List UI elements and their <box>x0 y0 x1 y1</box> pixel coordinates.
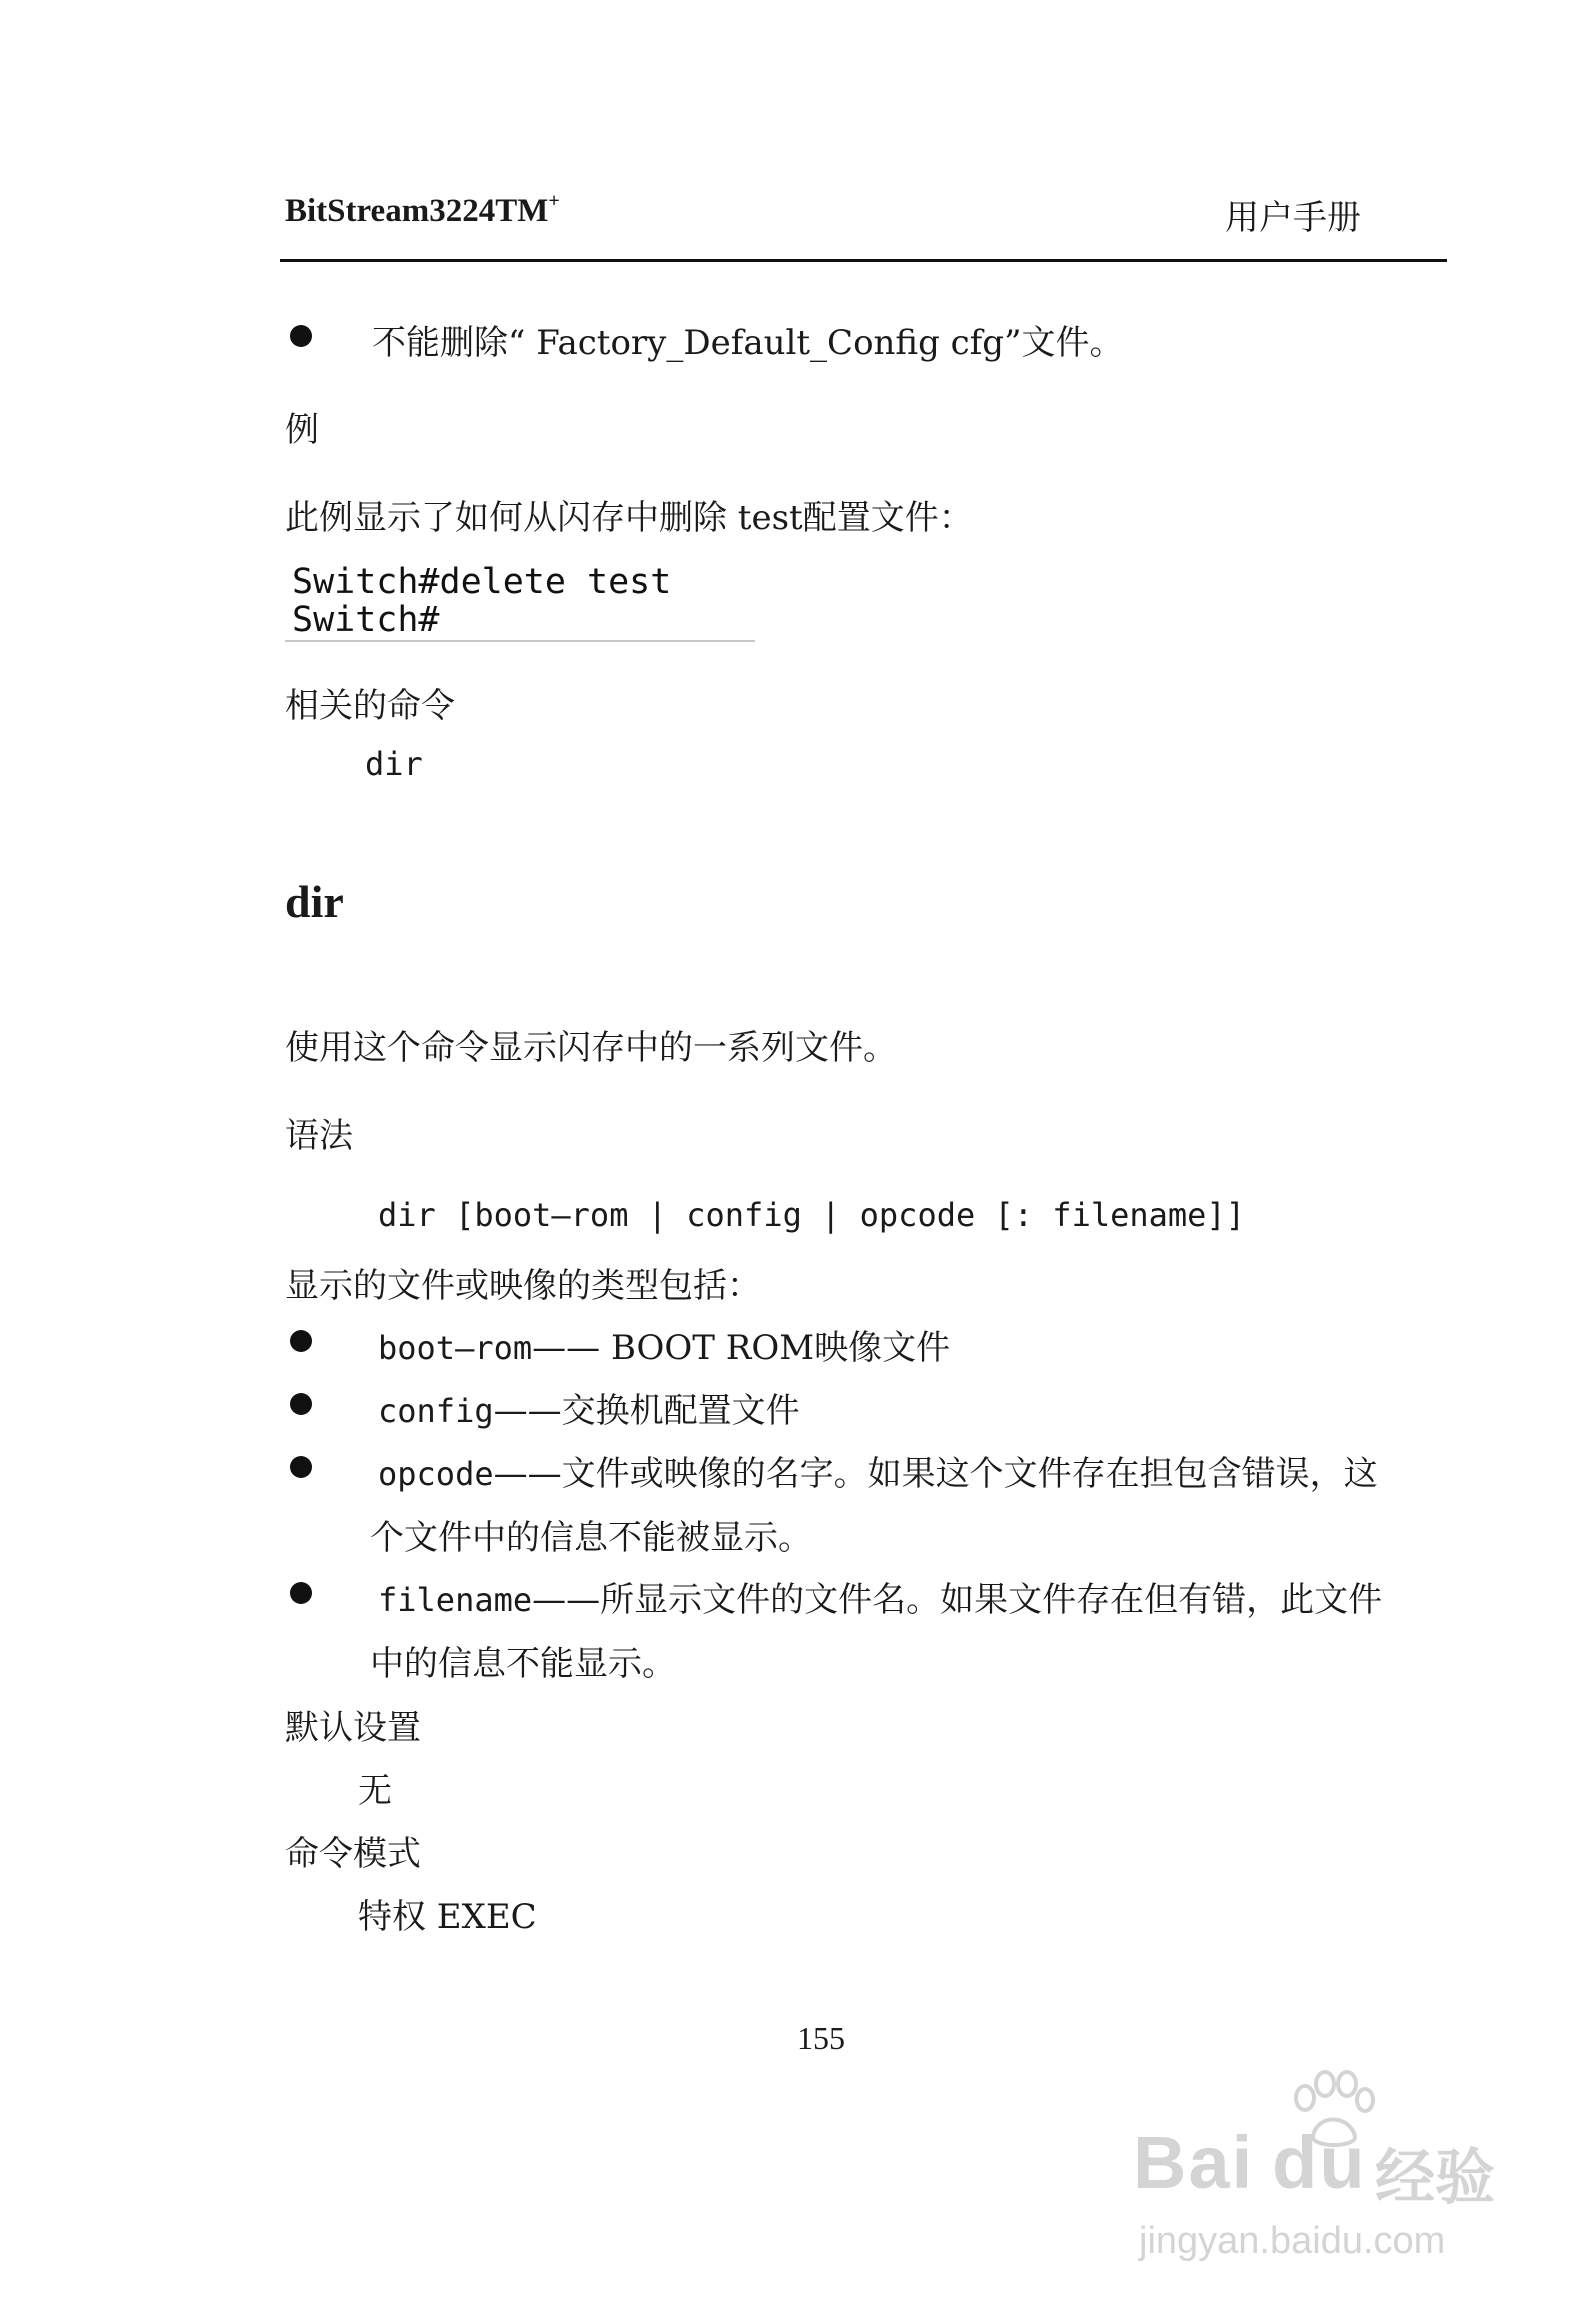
bullet-term: filename <box>378 1581 533 1619</box>
related-commands-heading: 相关的命令 <box>285 686 455 726</box>
bullet-term: opcode <box>378 1455 494 1493</box>
bullet-opcode <box>378 1446 1378 1495</box>
code-line-2: Switch# <box>292 600 440 640</box>
bullet-sep: —— <box>532 1580 601 1620</box>
delete-bullet-text: 不能删除“ Factory_Default_Config cfg”文件。 <box>372 323 1124 363</box>
default-heading: 默认设置 <box>285 1708 421 1748</box>
code-line-1: Switch#delete test <box>292 562 672 602</box>
wm-brand-tail: du <box>1272 2121 1367 2204</box>
header-rule <box>280 259 1447 262</box>
mode-value: 特权 EXEC <box>358 1897 537 1937</box>
bullet-config <box>378 1383 800 1432</box>
baidu-watermark <box>1125 2070 1495 2270</box>
bullet-dot <box>290 1582 312 1604</box>
bullet-opcode-cont: 个文件中的信息不能被显示。 <box>370 1518 812 1558</box>
wm-url: jingyan.baidu.com <box>1139 2220 1446 2262</box>
bullet-sep: —— <box>493 1391 562 1431</box>
bullet-dot <box>290 1393 312 1415</box>
bullet-term: boot—rom <box>378 1329 533 1367</box>
types-intro: 显示的文件或映像的类型包括： <box>285 1266 761 1306</box>
bullet-dot <box>290 1456 312 1478</box>
mode-heading: 命令模式 <box>285 1834 421 1874</box>
syntax-heading: 语法 <box>285 1116 353 1156</box>
dir-syntax: dir [boot—rom | config | opcode [: filename]] <box>378 1196 1245 1234</box>
bullet-sep: —— <box>493 1454 562 1494</box>
wm-brand: Bai <box>1133 2121 1255 2204</box>
bullet-filename-cont: 中的信息不能显示。 <box>370 1644 676 1684</box>
example-heading: 例 <box>285 410 319 450</box>
example-description: 此例显示了如何从闪存中删除 test配置文件： <box>285 498 973 538</box>
dir-description: 使用这个命令显示闪存中的一系列文件。 <box>285 1028 897 1068</box>
wm-brand-cn: 经验 <box>1375 2143 1495 2213</box>
bullet-dot <box>290 1330 312 1352</box>
bullet-filename <box>378 1572 1382 1621</box>
related-command-dir: dir <box>365 745 423 783</box>
bullet-desc: 所显示文件的文件名。如果文件存在但有错，此文件 <box>600 1580 1383 1620</box>
bullet-term: config <box>378 1392 494 1430</box>
header-doc-type: 用户手册 <box>1225 198 1361 238</box>
page-number: 155 <box>797 2020 845 2056</box>
bullet-desc: BOOT ROM映像文件 <box>610 1328 951 1368</box>
section-title-dir: dir <box>285 876 344 927</box>
bullet-desc: 交换机配置文件 <box>561 1391 800 1431</box>
bullet-boot-rom <box>378 1320 950 1369</box>
header-product: BitStream3224TM+ <box>285 190 560 229</box>
default-value: 无 <box>358 1771 392 1811</box>
bullet-sep: —— <box>532 1328 611 1368</box>
header-product-sup: + <box>548 190 560 212</box>
code-underline <box>285 640 755 642</box>
bullet-dot <box>290 325 312 347</box>
bullet-desc: 文件或映像的名字。如果这个文件存在担包含错误，这 <box>561 1454 1378 1494</box>
